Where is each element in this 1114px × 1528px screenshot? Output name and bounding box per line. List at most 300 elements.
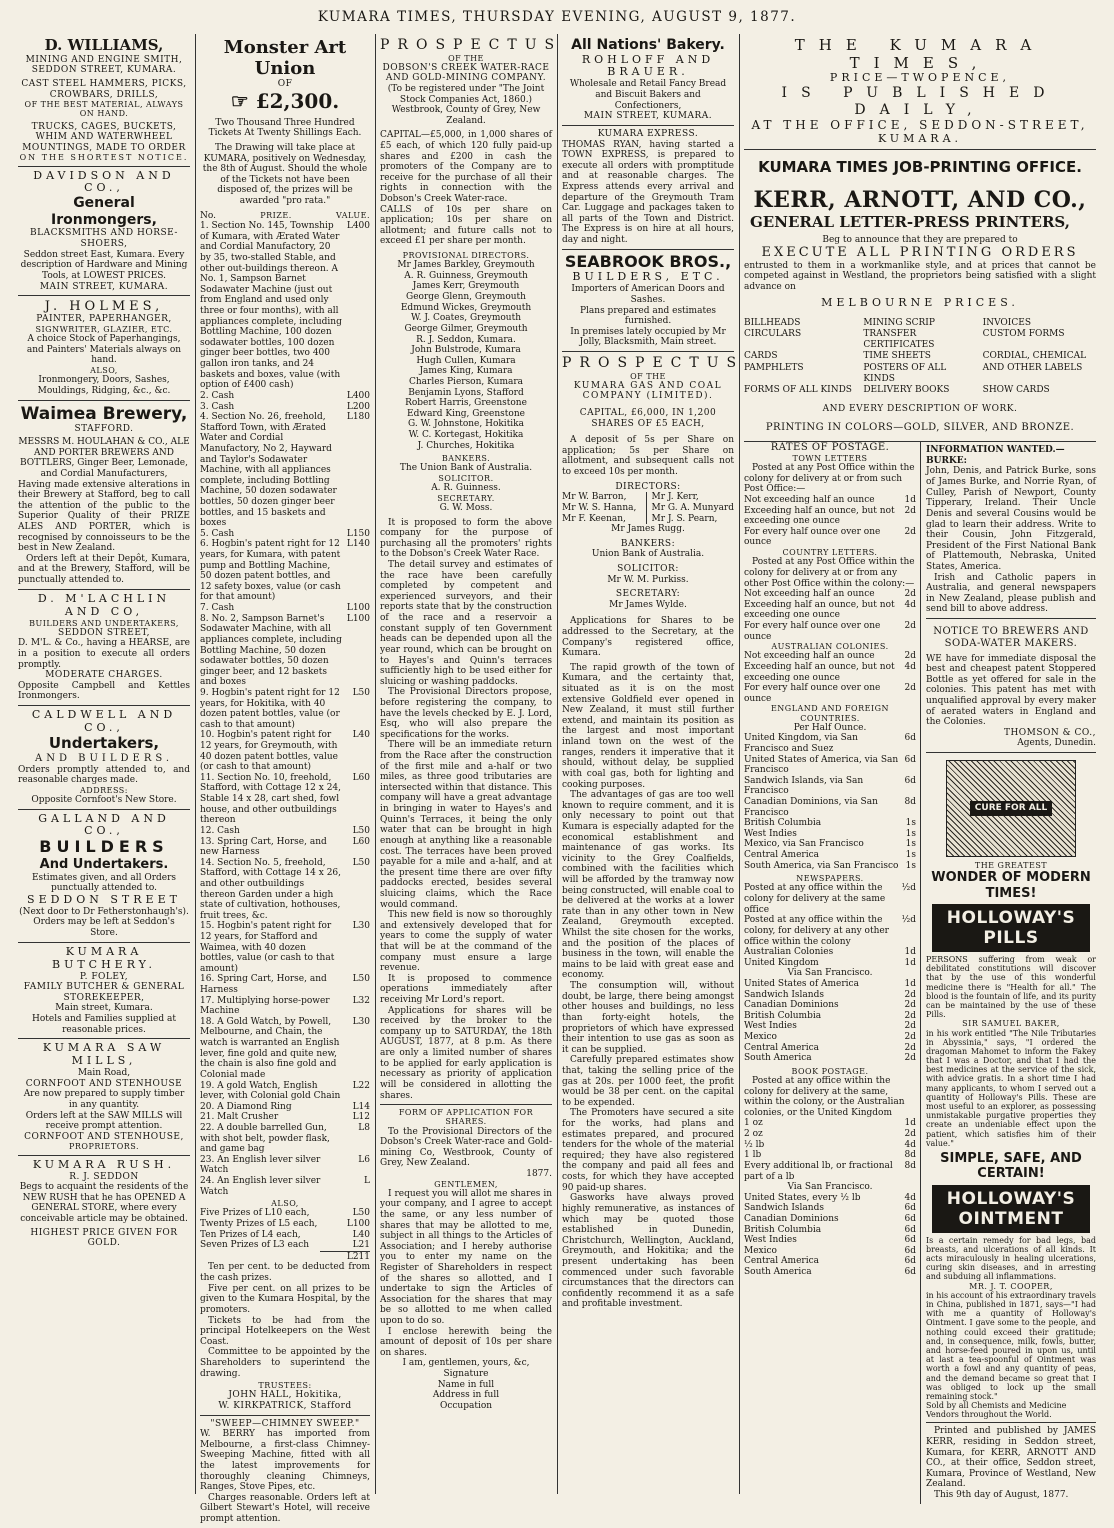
rate-label: Not exceeding half an ounce [744, 495, 875, 506]
prize-row [200, 1123, 370, 1155]
prize-text: 24. An English lever silver Watch [200, 1176, 321, 1197]
ad-express [562, 126, 734, 250]
director-name: Hugh Cullen, Kumara [416, 355, 516, 366]
director-name: John Bulstrode, Kumara [411, 345, 521, 356]
rate-value: 2d [904, 1053, 916, 1064]
prize-text: 8. No. 2, Sampson Barnet's Sodawater Machine, with all appliances complete, including Bottling Machine, 50 dozen sodawater bottles, 50 dozen ginger beer, and 12 baskets and boxes [200, 613, 342, 688]
section-heading: TOWN LETTERS [792, 454, 868, 464]
ad-line: SOLICITOR. [438, 474, 494, 484]
ad-sweep [200, 1416, 370, 1528]
ad-seabrook [562, 250, 734, 353]
rate-label: Australian Colonies [744, 947, 834, 958]
capital-text: CAPITAL—£5,000, in 1,000 shares of £5 each, of which 120 fully paid-up shares and £200 in cash the promoters of the Company are to receive for the purchase of all their rights in connection with the Dobson's Creek Water-race. [380, 130, 552, 205]
prize-value: L50 [352, 825, 370, 836]
ad-line: I request you will allot me shares in your company, and I agree to accept the same, or any less number of shares that may be allotted to me, subject in all things to the Articles of Association; and I hereby authorise you to enter my name on the Register of Shareholders in respect of the shares so allotted, and I undertake to sign the Articles of Association for the shares that may be so allotted to me when called upon to do so. [380, 1188, 552, 1327]
directors-heading: DIRECTORS: [615, 481, 681, 492]
ad-mlachlin [18, 590, 190, 706]
ad-line: PRINTING IN COLORS—GOLD, SILVER, AND BRONZE. [765, 422, 1075, 434]
prize-value: L6 [358, 1154, 370, 1165]
ad-line: (To be registered under "The Joint Stock Companies Act, 1860.) [387, 83, 545, 105]
ad-heading: SIMPLE, SAFE, AND CERTAIN! [940, 1150, 1082, 1182]
directors-grid [562, 492, 734, 524]
prize-row [200, 921, 370, 974]
engraving-illustration [946, 760, 1076, 857]
ad-line: TRUSTEES: [258, 1381, 312, 1391]
deposit-text: A deposit of 5s per Share on application; 5s per Share on allotment, and subsequent calls not to exceed 10s per month. [562, 435, 734, 478]
extra-prize-row [200, 1230, 370, 1241]
job-printing [744, 150, 1096, 443]
rate-value: 8d [904, 1150, 916, 1161]
note-line: Committee to be appointed by the Shareholders to superintend the drawing. [200, 1347, 370, 1379]
ad-line: The Drawing will take place at KUMARA, positively on Wednesday, the 8th of August. Should the whole of the Tickets not have been disposed of, the prizes will be awarded "pro rata." [202, 142, 368, 206]
ad-line: OF THE [448, 53, 484, 63]
ad-davidson [18, 167, 190, 297]
ad-line: Via San Francisco. [787, 1182, 873, 1193]
rate-value: 1d [904, 495, 916, 506]
ad-line: Main street, Kumara. [55, 1003, 153, 1014]
ad-line: In premises lately occupied by Mr Jolly, Blacksmith, Main street. [570, 326, 726, 348]
rate-label: South America [744, 1053, 812, 1064]
prospectus-paragraph: The Promoters have secured a site for the works, had plans and estimates prepared, and procured tenders for the whole of the material required; they have also registered the company and paid all fees and costs, for which they have accepted 90 paid-up shares. [562, 1108, 734, 1193]
rate-row [744, 979, 916, 990]
rate-label: South America [744, 1267, 812, 1277]
ad-line: PERSONS suffering from weak or debilitated constitutions will discover that by the use of this wonderful medicine there is "Health for all." The blood is the fountain of life, and its purity can be maintained by the use of these Pills. [926, 955, 1096, 1020]
ad-line: Opposite Cornfoot's New Store. [31, 794, 177, 805]
ad-line: SECRETARY. [437, 493, 495, 503]
rate-row [744, 1021, 916, 1032]
rate-row [744, 915, 916, 947]
column-1 [14, 34, 194, 1494]
extra-prize-row [200, 1219, 370, 1230]
ad-line: Opposite Campbell and Kettles Ironmongers. [18, 680, 190, 702]
rate-value: 2d [904, 505, 916, 516]
prize-row [200, 1017, 370, 1081]
ad-holmes [18, 296, 190, 400]
ad-line: 1877. [526, 1168, 552, 1179]
rate-value: 6d [904, 775, 916, 786]
ad-line: MINING AND ENGINE SMITH, [25, 54, 183, 65]
ad-line: Union Bank of Australia. [591, 549, 705, 560]
rate-value: 2d [904, 1000, 916, 1011]
rate-row [744, 1267, 916, 1278]
rate-value: 2d [904, 1042, 916, 1053]
rate-value: 6d [904, 1267, 916, 1277]
ad-heading: Undertakers, [48, 734, 160, 753]
rate-value: 2d [904, 1032, 916, 1043]
rate-value: 1d [904, 978, 916, 989]
ad-line: AT THE OFFICE, SEDDON-STREET, [751, 118, 1089, 133]
ad-line: CAST STEEL HAMMERS, PICKS, CROWBARS, DRILLS, [21, 78, 187, 100]
note-line: Five per cent. on all prizes to be given to the Kumara Hospital, by the promoters. [200, 1283, 370, 1315]
ad-line: in his account of his extraordinary travels in China, published in 1871, says—"I had with me a quantity of Holloway's Ointment. I gave some to the people, and nothing could exceed their gratitude; and, in consequence, milk, fowls, butter, and horse-feed poured in upon us, until at last a tea-spoonful of Ointment was worth a fowl and any quantity of peas, and the demand became so great that I was obliged to lock up the small remaining stock." [926, 1290, 1096, 1401]
company-name: KUMARA GAS AND COAL COMPANY (LIMITED). [573, 380, 723, 402]
prize-text: Twenty Prizes of L5 each, [200, 1219, 318, 1230]
ad-line: AND EVERY DESCRIPTION OF WORK. [822, 403, 1018, 414]
director-name: Mr James Barkley, Greymouth [397, 260, 535, 271]
director-name: G. W. Johnstone, Hokitika [407, 419, 525, 430]
extra-prize-row [200, 1208, 370, 1219]
ad-line: SIR SAMUEL BAKER, [962, 1019, 1060, 1029]
rate-label: United States of America, via San Francisco [744, 754, 899, 776]
ad-line: Charges reasonable. Orders left at Gilbert Stewart's Hotel, will receive prompt attention. [200, 1492, 370, 1525]
capital-text: CAPITAL, £6,000, IN 1,200 SHARES OF £5 EACH, [579, 408, 717, 429]
rate-row [744, 755, 916, 776]
ad-title: KUMARA SAW MILLS, [42, 1041, 166, 1068]
ad-title: CALDWELL AND CO., [31, 708, 177, 735]
rate-row [744, 958, 916, 969]
prize-row [200, 614, 370, 688]
rate-label: Mexico, via San Francisco [744, 839, 864, 850]
rate-value: 1s [905, 850, 916, 861]
rate-label: Central America [744, 1042, 819, 1053]
rate-value: 4d [904, 599, 916, 610]
rate-label: Posted at any office within the colony for delivery at the same office [744, 883, 886, 915]
ad-line: Wholesale and Retail Fancy Bread and Biscuit Bakers and Confectioners, [569, 79, 727, 111]
header-value: VALUE. [335, 210, 370, 220]
rate-value: 4d [904, 1192, 916, 1203]
print-item: TIME SHEETS [863, 351, 931, 362]
ad-line: EXECUTE ALL PRINTING ORDERS [761, 245, 1079, 261]
rate-row [744, 1193, 916, 1204]
rate-label: Exceeding half an ounce, but not exceeding one ounce [744, 599, 895, 621]
rate-value: 2d [904, 620, 916, 631]
director-name: George Glenn, Greymouth [406, 292, 526, 303]
prize-text: 19. A gold Watch, English lever, with Colonial gold Chain [200, 1080, 341, 1102]
prize-header [200, 211, 370, 222]
rate-value: 2d [904, 989, 916, 1000]
ad-holloway [926, 753, 1096, 1423]
prize-row [200, 773, 370, 826]
printer-name: KERR, ARNOTT, AND CO., [753, 187, 1087, 214]
prize-row [200, 221, 370, 391]
ad-line: Ironmongery, Doors, Sashes, Mouldings, Ridging, &c., &c. [37, 375, 171, 396]
prize-row [200, 391, 370, 402]
prospectus-paragraph: The advantages of gas are too well known to require comment, and it is only necessary to point out that Kumara is especially adapted for the economical establishment and maintenance of gas works. Its vicinity to the Grey Coalfields, combined with the facilities which will be afforded by the tramway now being constructed, will enable coal to be delivered at the works at a lower rate than in any other town in New Zealand, Greymouth excepted. Whilst the site chosen for the works, and the position of the places of business in the town, will enable the mains to be laid with great ease and economy. [562, 790, 734, 981]
ad-line: A choice Stock of Paperhangings, and Painters' Materials always on hand. [26, 334, 182, 366]
ad-line: Applications for Shares to be addressed to the Secretary, at the Company's registered office, Kumara. [562, 616, 734, 659]
rate-table [744, 883, 916, 968]
section-heading: COUNTRY LETTERS. [782, 548, 878, 558]
rate-value: 2d [904, 651, 916, 662]
ad-line: Hotels and Families supplied at reasonable prices. [32, 1014, 176, 1035]
prize-row [200, 1176, 370, 1197]
ad-line: entrusted to them in a workmanlike style, and at prices that cannot be competed against in Westland, the proprietors being satisfied with a slight advance on [744, 260, 1096, 292]
prize-text: Ten Prizes of L4 each, [200, 1229, 301, 1240]
rate-row [744, 861, 916, 872]
prospectus-paragraph: It is proposed to form the above company for the purpose of purchasing all the promoters' rights to the Dobson's Creek Water Race. [380, 517, 552, 560]
rate-value: 6d [904, 1256, 916, 1267]
prize-value: L50 [352, 687, 370, 698]
sign-line: Name in full [437, 1379, 495, 1390]
notes-list [200, 1262, 370, 1379]
ad-title: DAVIDSON AND CO., [33, 168, 175, 195]
section-heading: NEWSPAPERS. [796, 874, 864, 884]
ad-line: MODERATE CHARGES. [45, 670, 163, 681]
ad-line: Orders promptly attended to, and reasonable charges made. [18, 764, 190, 786]
ad-line: Estimates given, and all Orders punctually attended to. [31, 872, 177, 894]
rate-row [744, 797, 916, 818]
rate-value: 6d [904, 754, 916, 765]
ad-bakery [562, 34, 734, 126]
sign-line: Occupation [439, 1400, 493, 1411]
prize-value: L100 [346, 613, 370, 624]
rate-value: 8d [904, 797, 916, 808]
rate-value: 4d [904, 1139, 916, 1150]
prize-row [200, 688, 370, 730]
director-name: W. J. Coates, Greymouth [410, 313, 522, 324]
prize-text: 4. Section No. 26, freehold, Stafford Town, with Ærated Water and Cordial Manufactory, No 2, Hayward and Taylor's Sodawater Machine, with all appliances complete, including Bottling Machine, 50 dozen sodawater bottles, 50 dozen ginger beer bottles, and 15 baskets and boxes [200, 412, 337, 529]
prospectus-body [380, 518, 552, 1102]
rate-label: United Kingdom [744, 957, 819, 968]
rate-value: 6d [904, 1213, 916, 1224]
rate-label: Sandwich Islands [744, 989, 824, 1000]
ad-line: Posted at any Post Office within the colony for delivery at or from such Post Office:— [744, 463, 915, 495]
prize-text: 14. Section No. 5, freehold, Stafford, with Cottage 14 x 26, and other outbuildings thereon Garden under a high state of cultivation, hothouses, fruit trees, &c. [200, 857, 342, 921]
rate-row [744, 1043, 916, 1054]
prospectus-paragraph: It is proposed to commence operations immediately after receiving Mr Lord's report. [380, 973, 552, 1006]
ad-title: GALLAND AND CO., [38, 811, 170, 838]
prospectus-gas [562, 352, 745, 1313]
director-name: James Kerr, Greymouth [412, 281, 520, 292]
rate-row [744, 1256, 916, 1267]
ad-line: BLACKSMITHS AND HORSE-SHOERS, [30, 228, 178, 250]
ad-line: Orders left at their Depôt, Kumara, and at the Brewery, Stafford, will be punctually attended to. [18, 553, 190, 586]
ad-line: FAMILY BUTCHER & GENERAL STOREKEEPER, [23, 982, 185, 1003]
section-heading: BOOK POSTAGE. [791, 1066, 869, 1076]
prize-text: 20. A Diamond Ring [200, 1101, 292, 1112]
prize-row [200, 529, 370, 540]
ad-line: Is a certain remedy for bad legs, bad breasts, and ulcerations of all kinds. It acts miraculously in healing ulcerations, curing skin diseases, and in arresting and subduing all inflammations. [926, 1235, 1096, 1282]
prize-value: L180 [346, 412, 370, 423]
prize-text: 13. Spring Cart, Horse, and new Harness [200, 836, 327, 858]
column-4 [558, 34, 745, 1494]
rate-row [744, 651, 916, 662]
print-item: POSTERS OF ALL KINDS [863, 363, 947, 384]
ad-line: To the Provisional Directors of the Dobson's Creek Water-race and Gold-mining Co, Westbrook, County of Grey, New Zealand. [380, 1126, 552, 1169]
prize-row [200, 412, 370, 529]
calls-text: CALLS of 10s per share on application; 10s per share on allotment; and future calls not to exceed £1 per share per month. [380, 204, 552, 247]
rate-label: British Columbia [744, 818, 822, 829]
prize-value: L32 [352, 995, 370, 1006]
ad-line: MAIN STREET, KUMARA. [583, 111, 713, 122]
ad-title: NOTICE TO BREWERS AND SODA-WATER MAKERS. [933, 625, 1089, 649]
rate-row [744, 621, 916, 642]
rate-row [744, 1032, 916, 1043]
rate-value: 1s [905, 860, 916, 871]
print-item: FORMS OF ALL KINDS [744, 385, 852, 396]
rate-row [744, 1225, 916, 1236]
prospectus-title: PROSPECTUS [562, 355, 745, 372]
rate-label: For every half ounce over one ounce [744, 683, 881, 704]
rate-label: South America, via San Francisco [744, 860, 899, 871]
rate-table [744, 495, 916, 548]
prize-row [200, 539, 370, 603]
ad-line: CORNFOOT AND STENHOUSE, [24, 1131, 184, 1142]
ad-line: IS PUBLISHED DAILY, [781, 85, 1059, 118]
rate-value: 2d [904, 589, 916, 600]
rate-label: Exceeding half an ounce, but not exceeding one ounce [744, 505, 895, 527]
rate-row [744, 1053, 916, 1064]
rate-value: 6d [904, 1203, 916, 1214]
rate-label: Exceeding half an ounce, but not exceeding one ounce [744, 661, 895, 683]
prize-text: 12. Cash [200, 825, 240, 836]
ad-line: WE have for immediate disposal the best and cheapest patent Stoppered Bottle as yet offered for sale in the colonies. This patent has met with unqualified approval by every maker of aerated waters in England and the Colonies. [926, 653, 1096, 728]
prize-value: L40 [352, 1229, 370, 1240]
director-name: George Gilmer, Greymouth [404, 323, 528, 334]
ad-line: Posted at any Post Office within the colony for delivery at or from any other Post Office within the colony:— [744, 557, 915, 589]
prize-text: 6. Hogbin's patent right for 12 years, for Kumara, with patent pump and Bottling Machine, 50 dozen patent bottles, and 12 safety boxes, value (or cash for that amount) [200, 539, 341, 603]
rate-row [744, 1140, 916, 1151]
ad-title: "SWEEP—CHIMNEY SWEEP." [210, 1418, 360, 1429]
prize-text: 15. Hogbin's patent right for 12 years, for Stafford and Waimea, with 40 dozen bottles, value (or cash to that amount) [200, 921, 335, 974]
rate-row [744, 818, 916, 829]
rate-row [744, 1161, 916, 1182]
rate-label: Sandwich Islands [744, 1203, 824, 1214]
rate-label: Sandwich Islands, via San Francisco [744, 775, 864, 797]
rate-value: 2d [904, 1021, 916, 1032]
rate-row [744, 683, 916, 704]
print-item: SHOW CARDS [982, 385, 1050, 396]
prize-text: 16. Spring Cart, Horse, and Harness [200, 974, 327, 996]
rate-label: For every half ounce over one ounce [744, 526, 881, 548]
ad-heading: General Ironmongers, [51, 195, 157, 228]
trustee-name: JOHN HALL, Hokitika, [228, 1390, 342, 1401]
prospectus-paragraph: The consumption will, without doubt, be large, there being amongst other houses and buildings, no less than forty-eight hotels, the proprietors of which have expressed their intention to use gas as soon as it can be supplied. [562, 981, 734, 1055]
ad-line: Sold by all Chemists and Medicine Vendors throughout the World. [926, 1401, 1067, 1420]
rate-row [744, 495, 916, 506]
prize-value: L12 [352, 1112, 370, 1123]
ad-line: D. M'L. & Co., having a HEARSE, are in a position to execute all orders promptly. [18, 638, 190, 670]
prize-row [200, 858, 370, 922]
job-printing-title: KUMARA TIMES JOB-PRINTING OFFICE. [758, 157, 1082, 176]
prize-list [200, 221, 370, 1197]
ad-line: Beg to announce that they are prepared to [822, 234, 1018, 245]
rate-label: 2 oz [744, 1129, 763, 1140]
ad-line: SEDDON STREET, [58, 627, 150, 638]
column-3 [376, 34, 563, 1494]
rate-label: West Indies [744, 828, 797, 839]
ad-line: Orders may be left at Seddon's Store. [33, 917, 175, 939]
directors-heading: PROVISIONAL DIRECTORS. [402, 251, 530, 261]
ad-line: Seddon street East, Kumara. Every description of Hardware and Mining Tools, at LOWEST PRICES. [20, 249, 188, 281]
rate-value: 6d [904, 1235, 916, 1246]
times-title: THE KUMARA TIMES, [794, 36, 1046, 72]
prize-value: L21 [352, 1240, 370, 1251]
form-heading: FORM OF APPLICATION FOR SHARES. [398, 1108, 534, 1127]
ad-line: BUILDERS AND UNDERTAKERS, [29, 618, 179, 628]
rate-table [744, 651, 916, 704]
rate-row [744, 1214, 916, 1225]
postage-heading: RATES OF POSTAGE. [770, 442, 890, 454]
prize-value: L200 [346, 401, 370, 412]
ad-line: THOMSON & CO., [1003, 727, 1096, 738]
rate-row [744, 600, 916, 621]
ad-line: Main Road, [77, 1068, 131, 1079]
ad-line: SEDDON STREET, KUMARA. [31, 65, 177, 76]
printer-sub [744, 214, 1096, 232]
rate-table [744, 1193, 916, 1278]
note-line: Tickets to be had from the principal Hotelkeepers on the West Coast. [200, 1315, 370, 1347]
director-name: Mr F. Keenan, [562, 513, 626, 524]
ad-line: (Next door to Dr Fetherstonhaugh's). [19, 906, 189, 917]
ad-line: Agents, Dunedin. [1017, 738, 1096, 749]
ad-line: PRICE—TWOPENCE, [829, 71, 1011, 85]
print-item: BILLHEADS [744, 317, 801, 328]
director-name: Benjamin Lyons, Stafford [408, 387, 524, 398]
masthead: KUMARA TIMES, THURSDAY EVENING, AUGUST 9, 1877. [317, 9, 797, 25]
sign-line: I am, gentlemen, yours, &c, [402, 1358, 530, 1369]
ad-heading: WONDER OF MODERN TIMES! [931, 870, 1091, 901]
director-name: J. Churches, Hokitika [417, 440, 515, 451]
prize-value: L [364, 1176, 370, 1186]
rate-label: Canadian Dominions [744, 1213, 839, 1224]
ad-line: John, Denis, and Patrick Burke, sons of James Burke, and Norrie Ryan, of Culley, Parish of Newport, County Tipperary, Ireland. Their Uncle Denis and several Cousins would be glad to learn their address. Write to their Cousin, John Fitzgerald, President of the First National Bank of Plattemouth, Nebraska, United States, America. [926, 466, 1096, 572]
ad-title: SEABROOK BROS., [564, 251, 732, 271]
ad-line: GENTLEMEN, [434, 1179, 498, 1189]
ad-line: Having made extensive alterations in their Brewery at Stafford, beg to call the attention of the public to the Superior Quality of their PRIZE ALES AND PORTER, which is recognised by connoisseurs to be the best in New Zealand. [18, 479, 190, 554]
ad-title: All Nations' Bakery. [571, 37, 725, 53]
prize-text: 21. Malt Crusher [200, 1112, 279, 1123]
prize-row [200, 402, 370, 413]
rate-row [744, 839, 916, 850]
prize-row [200, 837, 370, 858]
print-item: TRANSFER CERTIFICATES [863, 329, 935, 350]
application-form [380, 1105, 552, 1414]
rate-value: ½d [901, 883, 916, 894]
prize-text: 22. A double barrelled Gun, with shot belt, powder flask, and game bag [200, 1122, 330, 1155]
prize-text: 1. Section No. 145, Township of Kumara, with Ærated Water and Cordial Manufactory, 20 by 35, two-stalled Stable, and other out-buildings thereon. A No. 1, Sampson Barnet Sodawater Machine (just out from England and used only three or four months), with all appliances complete, including Bottling Machine, 100 dozen sodawater bottles, 100 dozen ginger beer bottles, two 400 gallon iron tanks, and 24 baskets and boxes, value (with option of £400 cash) [200, 221, 342, 391]
printer-sub-text: GENERAL LETTER-PRESS PRINTERS, [750, 213, 1070, 232]
prospectus-body [562, 663, 734, 1310]
rate-label: British Columbia [744, 1224, 822, 1235]
prospectus-paragraph: The detail survey and estimates of the race have been carefully completed by competent and experienced surveyors, and their reports state that by the construction of the race and a reservoir a constant supply of ten Government heads can be depended upon all the year round, which can be brought on to Hayes's and Quinn's terraces sufficiently high to be used either for sluicing or washing paddocks. [380, 560, 552, 687]
ad-title: D. WILLIAMS, [44, 36, 164, 54]
ad-line: SECRETARY: [615, 589, 681, 600]
prize-text: 23. An English lever silver Watch [200, 1154, 321, 1176]
rate-row [744, 527, 916, 548]
ad-line: ON THE SHORTEST NOTICE. [19, 153, 189, 163]
prize-text: 7. Cash [200, 603, 235, 614]
ad-butchery [18, 943, 190, 1040]
note-line: Ten per cent. to be deducted from the cash prizes. [200, 1262, 370, 1284]
ad-line: Mr James Wylde. [609, 599, 687, 610]
rate-row [744, 1246, 916, 1257]
prize-row [200, 1155, 370, 1176]
prize-value: L50 [352, 857, 370, 868]
prospectus-dobson [380, 34, 563, 1105]
prize-value: L400 [346, 221, 370, 232]
prize-value: L50 [352, 974, 370, 985]
rate-row [744, 733, 916, 754]
prize-value: L140 [346, 539, 370, 550]
ad-line: I enclose herewith being the amount of deposit of 10s per share on shares. [380, 1326, 552, 1358]
rate-row [744, 662, 916, 683]
ad-line: MESSRS M. HOULAHAN & CO., ALE AND PORTER BREWERS AND BOTTLERS, Ginger Beer, Lemonade, and Cordial Manufacturers, [18, 437, 190, 479]
ad-title: KUMARA RUSH. [32, 1157, 176, 1171]
rate-row [744, 1129, 916, 1140]
rate-label: Central America [744, 1256, 819, 1267]
rate-table [744, 589, 916, 642]
director-name: James King, Kumara [419, 366, 513, 377]
rate-label: Canadian Dominions, via San Francisco [744, 797, 878, 818]
prize-value: L400 [346, 390, 370, 401]
ad-line: HIGHEST PRICE GIVEN FOR GOLD. [30, 1227, 178, 1249]
director-name: Mr G. A. Munyard [651, 502, 734, 513]
rate-label: Every additional lb, or fractional part of a lb [744, 1160, 893, 1182]
ad-sawmills [18, 1039, 190, 1155]
prospectus-paragraph: The rapid growth of the town of Kumara, and the certainty that, situated as it is on the most extensive Goldfield ever opened in New Zealand, it must still further extend, and maintain its position as the largest and most important inland town on the west of the ranges, renders it imperative that it should, without delay, be supplied with coal gas, both for lighting and cooking purposes. [562, 662, 734, 790]
director-name: Mr J. S. Pearn, [651, 513, 718, 524]
